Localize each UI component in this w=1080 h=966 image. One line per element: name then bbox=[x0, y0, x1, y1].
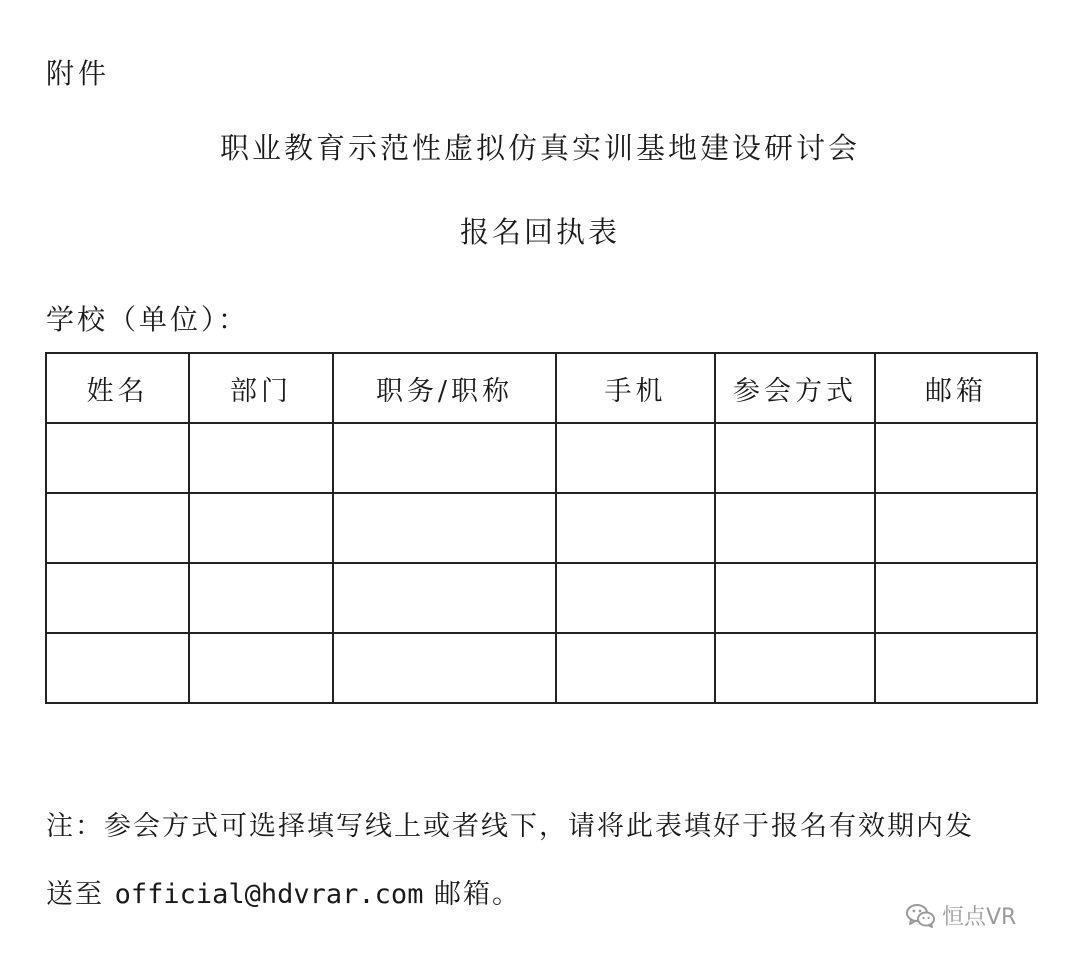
table-cell bbox=[333, 563, 556, 633]
table-cell bbox=[875, 423, 1037, 493]
table-row bbox=[46, 423, 1037, 493]
note-suffix: 邮箱。 bbox=[434, 879, 522, 910]
table-cell bbox=[189, 563, 333, 633]
table-cell bbox=[715, 493, 875, 563]
table-cell bbox=[556, 563, 715, 633]
document-title: 职业教育示范性虚拟仿真实训基地建设研讨会 bbox=[219, 131, 860, 165]
header-department: 部门 bbox=[189, 353, 333, 423]
wechat-icon bbox=[906, 903, 936, 929]
table-cell bbox=[46, 633, 189, 703]
table-cell bbox=[875, 493, 1037, 563]
header-name: 姓名 bbox=[46, 353, 189, 423]
table-cell bbox=[46, 493, 189, 563]
table-cell bbox=[715, 423, 875, 493]
table-cell bbox=[189, 493, 333, 563]
table-cell bbox=[189, 423, 333, 493]
table-cell bbox=[556, 423, 715, 493]
table-cell bbox=[715, 563, 875, 633]
table-row bbox=[46, 493, 1037, 563]
table-cell bbox=[715, 633, 875, 703]
table-cell bbox=[875, 633, 1037, 703]
header-mobile: 手机 bbox=[556, 353, 715, 423]
table-row bbox=[46, 633, 1037, 703]
note-line-2 bbox=[46, 872, 521, 911]
table-cell bbox=[46, 563, 189, 633]
watermark-text: 恒点VR bbox=[942, 905, 1017, 930]
table-cell bbox=[333, 423, 556, 493]
document-subtitle: 报名回执表 bbox=[459, 215, 620, 249]
note-prefix: 送至 bbox=[46, 879, 104, 910]
table-cell bbox=[333, 633, 556, 703]
table-header-row bbox=[46, 353, 1037, 423]
table-cell bbox=[875, 563, 1037, 633]
attachment-label: 附件 bbox=[46, 57, 111, 90]
table-cell bbox=[556, 633, 715, 703]
header-position: 职务/职称 bbox=[333, 353, 556, 423]
table-cell bbox=[46, 423, 189, 493]
table-cell bbox=[189, 633, 333, 703]
contact-email: official@hdvrar.com bbox=[114, 879, 424, 910]
school-label: 学校（单位）： bbox=[46, 303, 250, 336]
header-email: 邮箱 bbox=[875, 353, 1037, 423]
watermark bbox=[906, 900, 1016, 931]
header-attendance-mode: 参会方式 bbox=[715, 353, 875, 423]
registration-table bbox=[45, 352, 1038, 704]
table-cell bbox=[556, 493, 715, 563]
note-line-1: 注：参会方式可选择填写线上或者线下，请将此表填好于报名有效期内发 bbox=[46, 811, 974, 842]
table-row bbox=[46, 563, 1037, 633]
table-cell bbox=[333, 493, 556, 563]
